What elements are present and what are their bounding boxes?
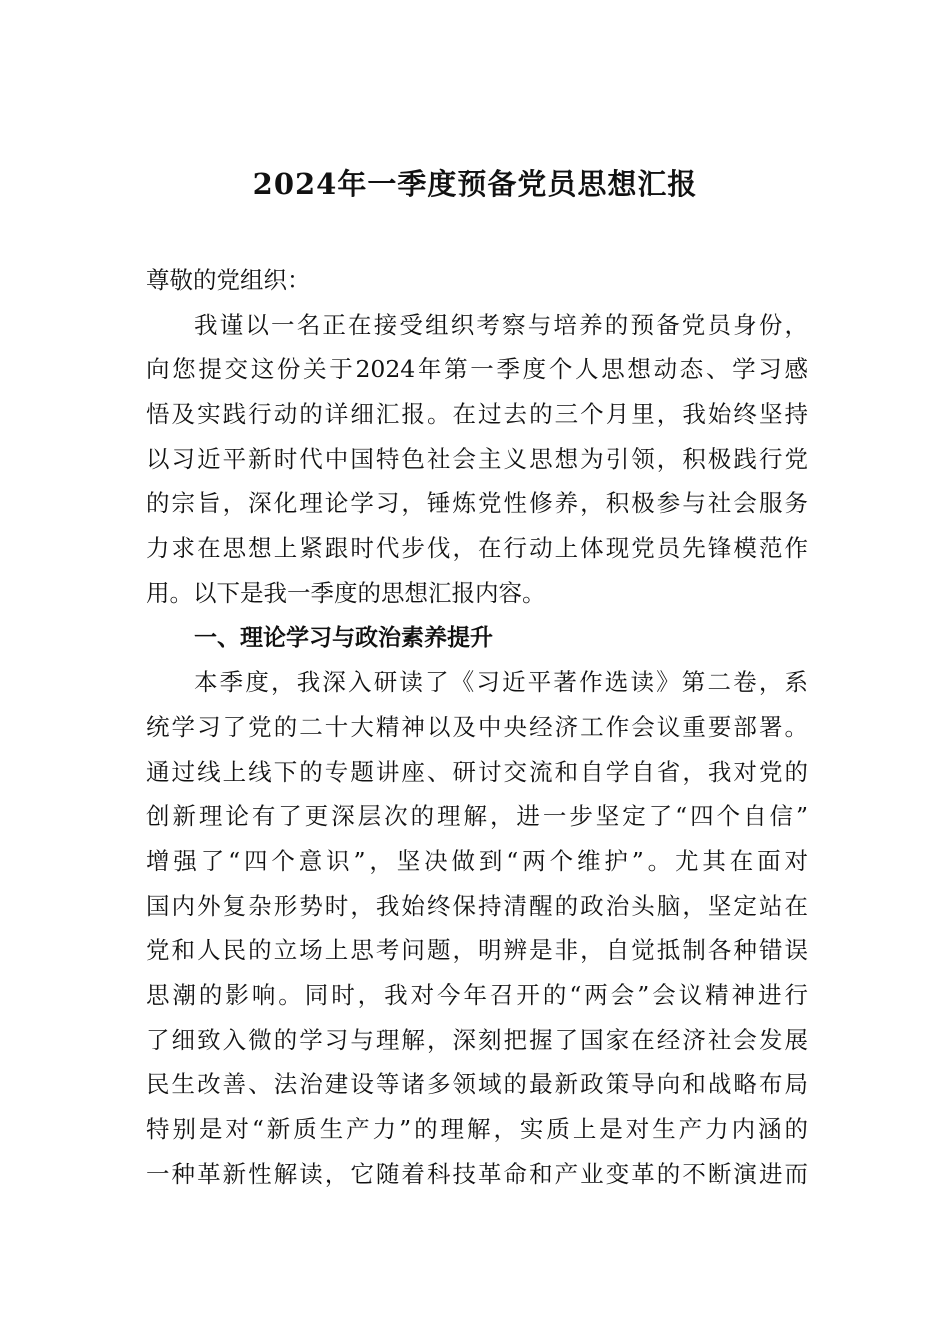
- paragraph-line: 民生改善、法治建设等诸多领域的最新政策导向和战略布局: [146, 1070, 808, 1099]
- section-heading: 一、理论学习与政治素养提升: [194, 624, 493, 651]
- paragraph-line: 创新理论有了更深层次的理解，进一步坚定了“四个自信”: [146, 802, 808, 831]
- paragraph-line: 特别是对“新质生产力”的理解，实质上是对生产力内涵的: [146, 1115, 808, 1144]
- paragraph-line: 用。以下是我一季度的思想汇报内容。: [146, 578, 546, 607]
- paragraph-line: 我谨以一名正在接受组织考察与培养的预备党员身份，: [194, 310, 808, 339]
- paragraph-line: 通过线上线下的专题讲座、研讨交流和自学自省，我对党的: [146, 757, 808, 786]
- paragraph-line: 悟及实践行动的详细汇报。在过去的三个月里，我始终坚持: [146, 400, 808, 429]
- paragraph-line: 一种革新性解读，它随着科技革命和产业变革的不断演进而: [146, 1159, 808, 1188]
- paragraph-line: 力求在思想上紧跟时代步伐，在行动上体现党员先锋模范作: [146, 534, 808, 563]
- document-title: 2024年一季度预备党员思想汇报: [252, 167, 698, 201]
- paragraph-line: 统学习了党的二十大精神以及中央经济工作会议重要部署。: [146, 712, 808, 741]
- paragraph-line: 向您提交这份关于2024年第一季度个人思想动态、学习感: [146, 355, 808, 384]
- paragraph-line: 本季度，我深入研读了《习近平著作选读》第二卷，系: [194, 668, 808, 697]
- paragraph-line: 以习近平新时代中国特色社会主义思想为引领，积极践行党: [146, 444, 808, 473]
- document-body: [146, 258, 808, 1196]
- paragraph-line: 党和人民的立场上思考问题，明辨是非，自觉抵制各种错误: [146, 936, 808, 965]
- paragraph-line: 的宗旨，深化理论学习，锤炼党性修养，积极参与社会服务: [146, 489, 808, 518]
- paragraph-line: 思潮的影响。同时，我对今年召开的“两会”会议精神进行: [146, 981, 808, 1009]
- paragraph-line: 国内外复杂形势时，我始终保持清醒的政治头脑，坚定站在: [146, 891, 808, 920]
- salutation: 尊敬的党组织：: [146, 266, 311, 294]
- paragraph-line: 增强了“四个意识”，坚决做到“两个维护”。尤其在面对: [146, 846, 808, 875]
- paragraph-line: 了细致入微的学习与理解，深刻把握了国家在经济社会发展: [146, 1025, 808, 1054]
